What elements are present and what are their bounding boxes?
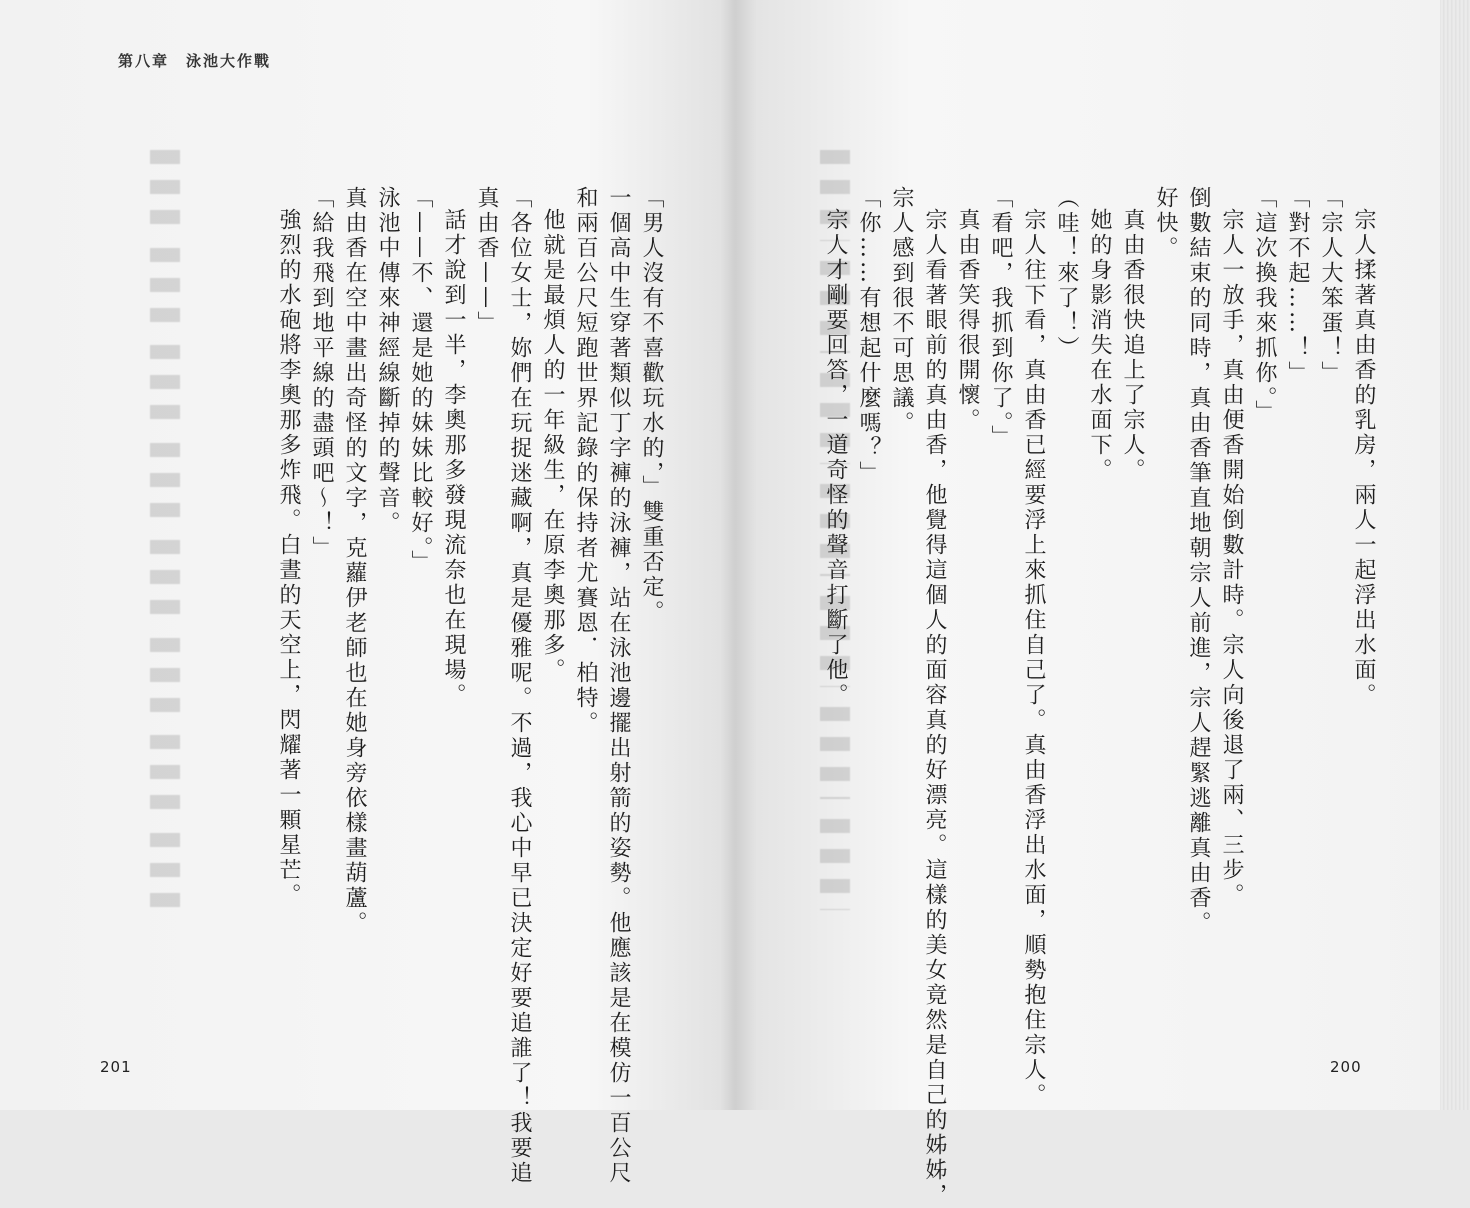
- text-line: 話才說到一半，李奧那多發現流奈也在現場。: [441, 208, 466, 708]
- text-line: 他就是最煩人的一年級生，在原李奧那多。: [540, 208, 565, 683]
- text-line: 強烈的水砲將李奧那多炸飛。白晝的天空上，閃耀著一顆星芒。: [276, 208, 301, 908]
- text-line: 真由香很快追上了宗人。: [1120, 208, 1145, 483]
- text-line: 「這次換我來抓你。」: [1252, 186, 1277, 425]
- text-line: 「男人沒有不喜歡玩水的，」雙重否定。: [639, 186, 664, 625]
- text-line: 「宗人大笨蛋！」: [1318, 186, 1343, 386]
- text-line: 「看吧，我抓到你了。」: [988, 186, 1013, 450]
- text-line: 宗人才剛要回答，一道奇怪的聲音打斷了他。: [823, 208, 848, 708]
- page-edges: [1440, 0, 1470, 1110]
- text-line: （哇！來了！）: [1054, 186, 1079, 361]
- text-line: 好快。: [1153, 186, 1178, 261]
- text-line: 宗人往下看，真由香已經要浮上來抓住自己了。真由香浮出水面，順勢抱住宗人。: [1021, 208, 1046, 1108]
- chapter-header: 第八章 泳池大作戰: [118, 52, 272, 70]
- text-line: 「你……有想起什麼嗎？」: [856, 186, 881, 486]
- left-page-text: [268, 186, 668, 1186]
- text-line: 泳池中傳來神經線斷掉的聲音。: [375, 186, 400, 536]
- right-page-number: 200: [1330, 1058, 1362, 1076]
- left-page-number: 201: [100, 1058, 132, 1076]
- text-line: 宗人一放手，真由便香開始倒數計時。宗人向後退了兩、三步。: [1219, 208, 1244, 908]
- text-line: 倒數結束的同時，真由香筆直地朝宗人前進，宗人趕緊逃離真由香。: [1186, 186, 1211, 936]
- text-line: 宗人揉著真由香的乳房，兩人一起浮出水面。: [1351, 208, 1376, 708]
- text-line: 宗人看著眼前的真由香，他覺得這個人的面容真的好漂亮。這樣的美女竟然是自己的姊姊，: [922, 208, 947, 1208]
- text-line: 和兩百公尺短跑世界記錄的保持者尤賽恩．柏特。: [573, 186, 598, 736]
- text-line: 真由香笑得很開懷。: [955, 208, 980, 433]
- text-line: 「對不起……！」: [1285, 186, 1310, 386]
- text-line: 真由香——」: [474, 186, 499, 336]
- text-line: 一個高中生穿著類似丁字褲的泳褲，站在泳池邊擺出射箭的姿勢。他應該是在模仿一百公尺: [606, 186, 631, 1186]
- text-line: 「——不、還是她的妹妹比較好。」: [408, 186, 433, 575]
- text-line: 「給我飛到地平線的盡頭吧～！」: [309, 186, 334, 561]
- text-line: 她的身影消失在水面下。: [1087, 208, 1112, 483]
- text-line: 「各位女士，妳們在玩捉迷藏啊，真是優雅呢。不過，我心中早已決定好要追誰了！我要追: [507, 186, 532, 1186]
- text-line: 宗人感到很不可思議。: [889, 186, 914, 436]
- text-line: 真由香在空中畫出奇怪的文字，克蘿伊老師也在她身旁依樣畫葫蘆。: [342, 186, 367, 936]
